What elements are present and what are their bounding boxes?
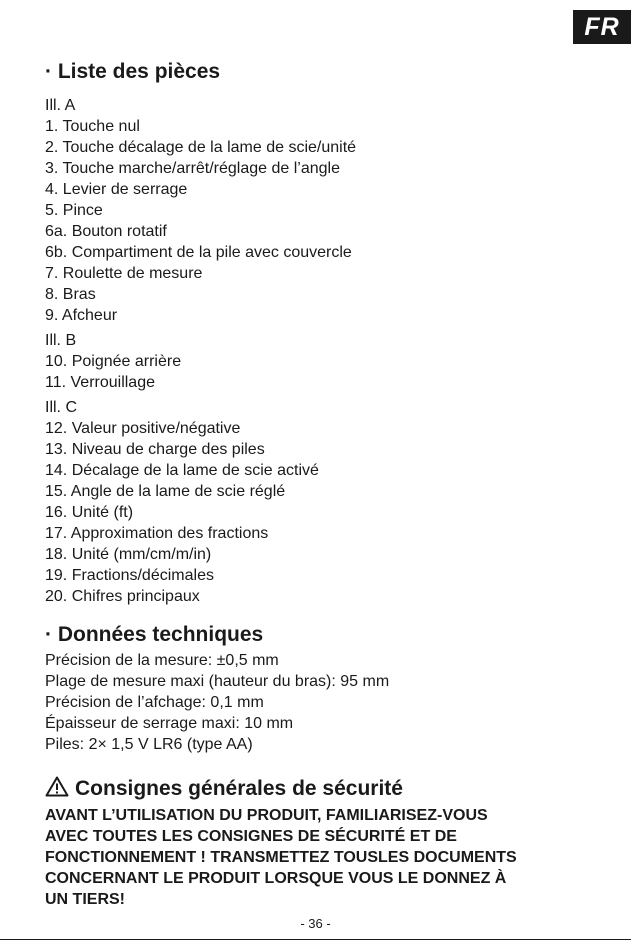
- footer-divider: [0, 939, 631, 940]
- spec-line: Piles: 2× 1,5 V LR6 (type AA): [45, 736, 253, 753]
- spec-line: Épaisseur de serrage maxi: 10 mm: [45, 715, 294, 732]
- list-item: 17. Approximation des fractions: [45, 525, 269, 542]
- parts-group-c: [45, 397, 319, 607]
- group-heading: Ill. B: [45, 332, 77, 349]
- language-badge: FR: [573, 10, 631, 44]
- safety-title: [45, 776, 403, 803]
- list-item: 20. Chifres principaux: [45, 588, 200, 605]
- parts-list-title: · Liste des pièces: [45, 60, 221, 83]
- spec-line: Précision de la mesure: ±0,5 mm: [45, 652, 279, 669]
- list-item: 6b. Compartiment de la pile avec couvercle: [45, 244, 352, 261]
- list-item: 13. Niveau de charge des piles: [45, 441, 265, 458]
- page-number: - 36 -: [300, 916, 331, 931]
- list-item: 10. Poignée arrière: [45, 353, 182, 370]
- list-item: 1. Touche nul: [45, 118, 140, 135]
- group-heading: Ill. A: [45, 97, 76, 114]
- warning-line: FONCTIONNEMENT ! TRANSMETTEZ TOUSLES DOCUMENTS: [45, 849, 517, 866]
- parts-group-a: [45, 95, 356, 326]
- safety-warning-text: [45, 805, 605, 910]
- safety-title-text: Consignes générales de sécurité: [75, 777, 403, 800]
- list-item: 3. Touche marche/arrêt/réglage de l’angle: [45, 160, 340, 177]
- list-item: 7. Roulette de mesure: [45, 265, 203, 282]
- warning-line: AVANT L’UTILISATION DU PRODUIT, FAMILIARISEZ-VOUS: [45, 807, 488, 824]
- spec-line: Précision de l’afchage: 0,1 mm: [45, 694, 264, 711]
- list-item: 2. Touche décalage de la lame de scie/unité: [45, 139, 357, 156]
- list-item: 9. Afcheur: [45, 307, 118, 324]
- warning-triangle-icon: [45, 776, 69, 803]
- list-item: 11. Verrouillage: [45, 374, 155, 391]
- parts-group-b: [45, 330, 181, 393]
- technical-data-title: · Données techniques: [45, 623, 264, 646]
- warning-line: UN TIERS!: [45, 891, 125, 908]
- warning-line: AVEC TOUTES LES CONSIGNES DE SÉCURITÉ ET DE: [45, 828, 457, 845]
- list-item: 19. Fractions/décimales: [45, 567, 214, 584]
- list-item: 6a. Bouton rotatif: [45, 223, 167, 240]
- group-heading: Ill. C: [45, 399, 77, 416]
- list-item: 4. Levier de serrage: [45, 181, 188, 198]
- warning-line: CONCERNANT LE PRODUIT LORSQUE VOUS LE DONNEZ À: [45, 870, 507, 887]
- list-item: 12. Valeur positive/négative: [45, 420, 241, 437]
- list-item: 14. Décalage de la lame de scie activé: [45, 462, 319, 479]
- list-item: 16. Unité (ft): [45, 504, 134, 521]
- spec-line: Plage de mesure maxi (hauteur du bras): 95 mm: [45, 673, 390, 690]
- list-item: 5. Pince: [45, 202, 103, 219]
- technical-data-list: [45, 650, 389, 755]
- list-item: 18. Unité (mm/cm/m/in): [45, 546, 212, 563]
- list-item: 8. Bras: [45, 286, 96, 303]
- list-item: 15. Angle de la lame de scie réglé: [45, 483, 286, 500]
